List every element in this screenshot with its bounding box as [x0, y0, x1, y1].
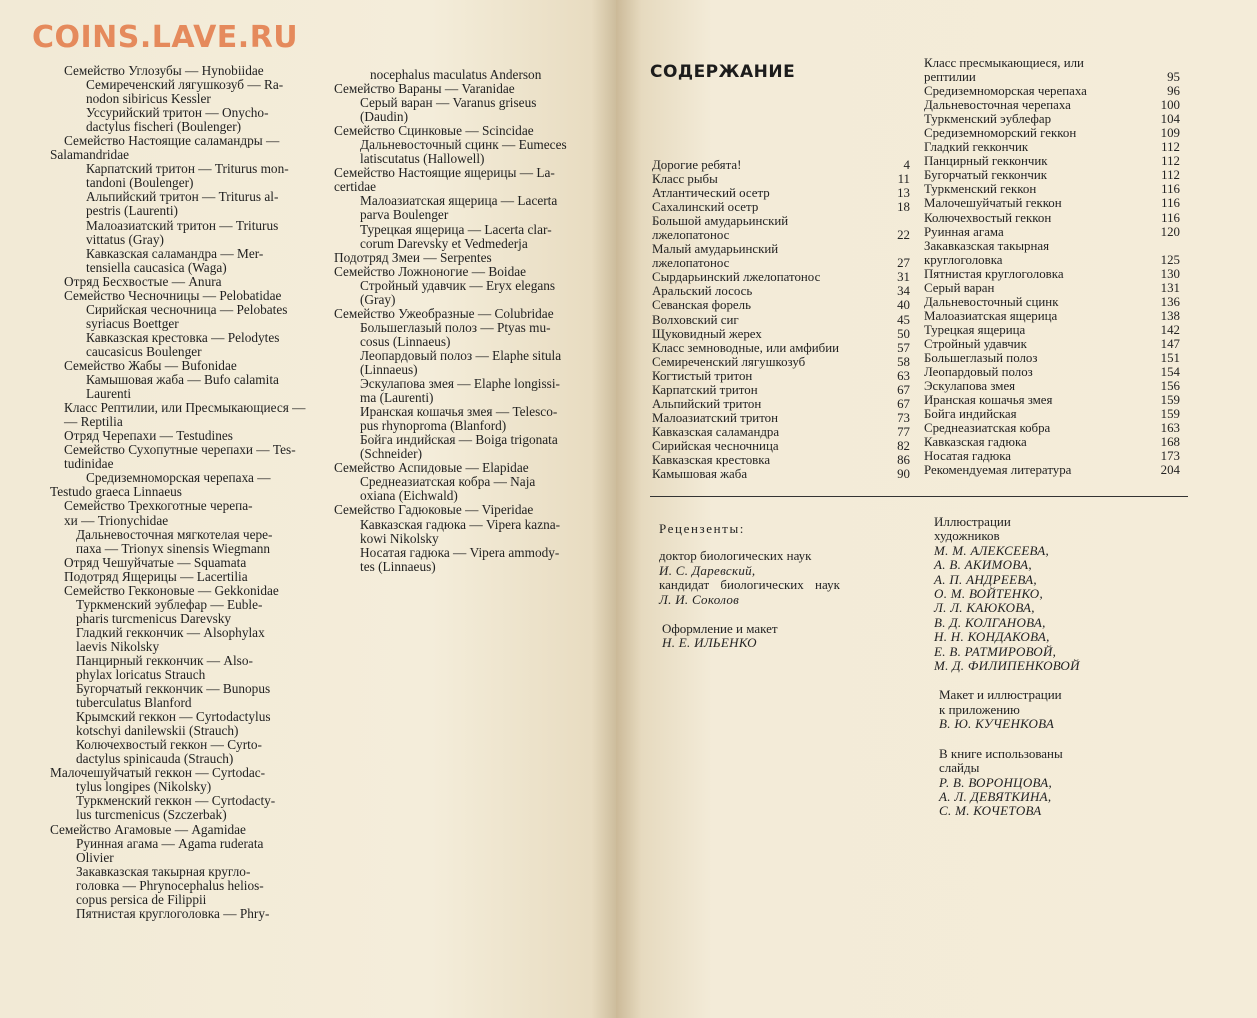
toc-entry — [924, 225, 1180, 239]
toc-entry-title: Семиреченский лягушкозуб — [652, 354, 806, 369]
species-list-line: (Daudin) — [360, 110, 408, 125]
toc-entry-title: Кавказская гадюка — [924, 435, 1027, 450]
illustrator-name: Н. Н. КОНДАКОВА, — [934, 629, 1050, 645]
toc-entry — [652, 439, 910, 453]
toc-entry-title: Леопардовый полоз — [924, 365, 1033, 380]
toc-entry — [924, 126, 1180, 140]
species-list-line: Стройный удавчик — Eryx elegans — [360, 278, 556, 293]
toc-entry — [924, 295, 1180, 309]
toc-entry-title: Сахалинский осетр — [652, 200, 759, 215]
toc-entry-page: 159 — [1160, 407, 1180, 422]
toc-entry — [924, 154, 1180, 168]
illustrator-name: В. Д. КОЛГАНОВА, — [934, 614, 1046, 630]
toc-entry-page: 95 — [1167, 70, 1180, 85]
species-list-line: Малоазиатский тритон — Triturus — [86, 218, 279, 233]
toc-entry — [924, 56, 1180, 70]
species-list-line: certidae — [334, 180, 377, 195]
slide-authors-list — [934, 776, 1194, 819]
species-list-line: phylax loricatus Strauch — [76, 668, 206, 683]
species-list-line: Отряд Чешуйчатые — Squamata — [64, 555, 247, 570]
toc-entry-page: 130 — [1160, 266, 1180, 281]
toc-entry-title: Волховский сиг — [652, 312, 739, 327]
toc-entry-page: 13 — [897, 186, 910, 201]
species-list-line: Камышовая жаба — Bufo calamita — [86, 373, 279, 388]
reviewer1-role: доктор биологических наук — [659, 548, 812, 564]
toc-entry — [924, 84, 1180, 98]
species-list-line: nocephalus maculatus Anderson — [370, 68, 542, 82]
toc-entry — [652, 270, 910, 284]
toc-entry-title: Серый варан — [924, 280, 995, 295]
toc-entry-page: 27 — [897, 256, 910, 271]
toc-entry-page: 168 — [1160, 435, 1180, 450]
species-list-line: Семейство Сухопутные черепахи — Tes- — [64, 443, 296, 458]
species-list-line: syriacus Boettger — [86, 316, 179, 331]
species-list-line: Кавказская крестовка — Pelodytes — [86, 330, 280, 345]
toc-entry-title: Среднеазиатская кобра — [924, 421, 1051, 436]
species-list-line: (Schneider) — [360, 447, 423, 462]
toc-entry — [652, 228, 910, 242]
slide-author-name: Р. В. ВОРОНЦОВА, — [939, 774, 1053, 790]
toc-entry-title: Камышовая жаба — [652, 467, 748, 482]
slides-label-1: В книге использованы — [939, 745, 1063, 761]
toc-entry — [924, 393, 1180, 407]
toc-entry-title: Рекомендуемая литература — [924, 463, 1072, 478]
credits-reviewers — [659, 522, 909, 651]
toc-title: СОДЕРЖАНИЕ — [650, 62, 796, 82]
appendix-name: В. Ю. КУЧЕНКОВА — [939, 716, 1055, 732]
toc-entry-title: Сырдарьинский лжелопатонос — [652, 270, 821, 285]
toc-entry-page: 173 — [1160, 449, 1180, 464]
toc-entry-page: 116 — [1161, 196, 1180, 211]
illustrator-name: А. В. АКИМОВА, — [934, 557, 1032, 573]
toc-entry-page: 73 — [897, 410, 910, 425]
species-list-line: Среднеазиатская кобра — Naja — [360, 475, 536, 490]
species-list-line: pestris (Laurenti) — [86, 204, 178, 219]
reviewers-heading: Рецензенты: — [659, 521, 746, 536]
species-list-line: (Gray) — [360, 292, 396, 307]
species-list-line: oxiana (Eichwald) — [360, 489, 458, 504]
species-list-line: Эскулапова змея — Elaphe longissi- — [360, 377, 560, 392]
toc-entry — [652, 397, 910, 411]
species-list-line: Серый варан — Varanus griseus — [360, 96, 537, 111]
toc-entry-title: Сирийская чесночница — [652, 438, 779, 453]
species-list-line: nodon sibiricus Kessler — [86, 92, 211, 107]
species-list-line: Семейство Гекконовые — Gekkonidae — [64, 583, 279, 598]
species-list-line: Бойга индийская — Boiga trigonata — [360, 433, 558, 448]
species-list-line: Кавказская гадюка — Vipera kazna- — [360, 517, 561, 532]
species-list-line: tudinidae — [64, 457, 114, 472]
toc-entry-title: Бойга индийская — [924, 407, 1017, 422]
toc-entry-page: 40 — [897, 298, 910, 313]
toc-entry-page: 154 — [1160, 365, 1180, 380]
toc-entry-page: 34 — [897, 284, 910, 299]
toc-entry-page: 63 — [897, 368, 910, 383]
toc-entry-page: 100 — [1160, 98, 1180, 113]
toc-entry — [924, 463, 1180, 477]
species-list-line: Подотряд Ящерицы — Lacertilia — [64, 569, 248, 584]
toc-entry-title: Бугорчатый геккончик — [924, 168, 1048, 183]
toc-entry-title: Большой амударьинский — [652, 214, 789, 229]
credits-illustrators — [934, 515, 1194, 819]
toc-entry-title: Класс земноводные, или амфибии — [652, 340, 840, 355]
species-list-line: tylus longipes (Nikolsky) — [76, 780, 212, 795]
species-list-line: Laurenti — [86, 387, 132, 402]
toc-entry-page: 204 — [1160, 463, 1180, 478]
species-list-line: ma (Laurenti) — [360, 391, 434, 406]
toc-entry-title: Малый амударьинский — [652, 242, 779, 257]
species-list-line: pharis turcmenicus Darevsky — [76, 611, 232, 626]
toc-entry — [924, 323, 1180, 337]
species-list-line: Туркменский эублефар — Euble- — [76, 597, 263, 612]
species-list-line: Колючехвостый геккон — Cyrto- — [76, 738, 262, 753]
toc-entry-title: Щуковидный жерех — [652, 326, 762, 341]
species-list-line: хи — Trionychidae — [64, 513, 169, 528]
species-list-line: Семейство Чесночницы — Pelobatidae — [64, 288, 282, 303]
species-list-line: lus turcmenicus (Szczerbak) — [76, 808, 227, 823]
toc-entry-title: Аральский лосось — [652, 284, 753, 299]
illustrations-label-2: художников — [934, 528, 1000, 544]
species-list-line: tensiella caucasica (Waga) — [86, 260, 227, 275]
toc-entry — [652, 313, 910, 327]
toc-entry-title: Иранская кошачья змея — [924, 393, 1053, 408]
slide-author-name: А. Л. ДЕВЯТКИНА, — [939, 788, 1052, 804]
toc-entry-page: 90 — [897, 467, 910, 482]
design-label: Оформление и макет — [662, 621, 778, 637]
toc-entry — [652, 369, 910, 383]
toc-entry-title: Дальневосточный сцинк — [924, 294, 1059, 309]
toc-entry-title: Закавказская такырная — [924, 238, 1050, 253]
toc-entry-title: лжелопатонос — [652, 256, 730, 271]
slides-label-2: слайды — [939, 760, 980, 776]
toc-entry — [924, 211, 1180, 225]
toc-entry-page: 82 — [897, 438, 910, 453]
toc-entry-title: Дальневосточная черепаха — [924, 98, 1071, 113]
toc-entry-page: 57 — [897, 340, 910, 355]
species-list-line: Уссурийский тритон — Onycho- — [86, 106, 269, 121]
species-list-line: Семейство Сцинковые — Scincidae — [334, 124, 534, 139]
species-list-line: Руинная агама — Agama ruderata — [76, 836, 264, 851]
toc-entry-title: Средиземноморская черепаха — [924, 84, 1087, 99]
species-list-line: Семейство Вараны — Varanidae — [334, 82, 515, 97]
species-list-line: Дальневосточный сцинк — Eumeces — [360, 138, 567, 153]
toc-entry — [924, 196, 1180, 210]
toc-entry-title: Туркменский геккон — [924, 182, 1037, 197]
toc-entry — [652, 284, 910, 298]
toc-column-2 — [924, 56, 1180, 477]
toc-entry-title: Туркменский эублефар — [924, 112, 1052, 127]
illustrations-label-1: Иллюстрации — [934, 514, 1011, 529]
species-list-line: Дальневосточная мягкотелая чере- — [76, 527, 273, 542]
toc-entry-page: 131 — [1160, 280, 1180, 295]
illustrator-name: М. Д. ФИЛИПЕНКОВОЙ — [934, 658, 1080, 674]
species-list-line: corum Darevsky et Vedmederja — [360, 236, 528, 251]
species-list-line: Класс Рептилии, или Пресмыкающиеся — — [64, 401, 306, 416]
species-list-line: Семейство Ужеобразные — Colubridae — [334, 306, 554, 321]
toc-entry-title: Малоазиатская ящерица — [924, 308, 1058, 323]
toc-entry-title: Панцирный геккончик — [924, 154, 1048, 169]
toc-entry-page: 18 — [897, 200, 910, 215]
toc-entry-page: 86 — [897, 452, 910, 467]
species-list-line: Пятнистая круглоголовка — Phry- — [76, 906, 270, 921]
toc-entry-page: 112 — [1161, 154, 1180, 169]
reviewer1-name: И. С. Даревский, — [659, 562, 756, 578]
toc-entry-page: 138 — [1160, 308, 1180, 323]
species-list-line: laevis Nikolsky — [76, 639, 160, 654]
toc-entry — [924, 449, 1180, 463]
toc-entry-title: Малоазиатский тритон — [652, 410, 779, 425]
toc-entry — [924, 351, 1180, 365]
toc-entry-page: 112 — [1161, 140, 1180, 155]
toc-entry — [652, 453, 910, 467]
toc-entry-page: 45 — [897, 312, 910, 327]
species-list-line: caucasicus Boulenger — [86, 344, 202, 359]
toc-entry — [652, 256, 910, 270]
toc-entry — [652, 467, 910, 481]
species-list-line: Отряд Черепахи — Testudines — [64, 429, 233, 444]
species-list-line: Salamandridae — [50, 148, 130, 163]
toc-entry-title: Карпатский тритон — [652, 382, 758, 397]
illustrator-name: М. М. АЛЕКСЕЕВА, — [934, 542, 1050, 558]
species-list-line: Отряд Бесхвостые — Anura — [64, 274, 222, 289]
toc-entry-page: 96 — [1167, 84, 1180, 99]
species-list-line: kowi Nikolsky — [360, 531, 439, 546]
species-list-line: Туркменский геккон — Cyrtodacty- — [76, 794, 276, 809]
species-list-line: dactylus spinicauda (Strauch) — [76, 752, 234, 767]
toc-entry-title: Дорогие ребята! — [652, 158, 742, 172]
toc-entry-page: 109 — [1160, 126, 1180, 141]
toc-entry-title: лжелопатонос — [652, 228, 730, 243]
toc-entry-title: Эскулапова змея — [924, 379, 1016, 394]
toc-entry — [924, 253, 1180, 267]
species-list-line: Средиземноморская черепаха — — [86, 471, 271, 486]
species-list-line: (Linnaeus) — [360, 362, 418, 377]
toc-entry — [924, 112, 1180, 126]
toc-entry — [924, 267, 1180, 281]
species-list-line: Семейство Аспидовые — Elapidae — [334, 461, 529, 476]
toc-entry-title: Севанская форель — [652, 298, 751, 313]
toc-entry-page: 22 — [897, 228, 910, 243]
species-list-line: pus rhynoproma (Blanford) — [360, 419, 507, 434]
toc-entry-page: 104 — [1160, 112, 1180, 127]
reviewer2-role: кандидат биологических наук — [659, 577, 840, 593]
toc-entry-page: 31 — [897, 270, 910, 285]
species-list-line: паха — Trionyx sinensis Wiegmann — [76, 541, 271, 556]
species-list-line: Подотряд Змеи — Serpentes — [334, 250, 492, 265]
species-list-line: — Reptilia — [64, 415, 123, 430]
toc-entry-page: 147 — [1160, 336, 1180, 351]
toc-entry — [652, 158, 910, 172]
toc-entry-page: 156 — [1160, 379, 1180, 394]
toc-entry-page: 142 — [1160, 322, 1180, 337]
toc-entry-title: Колючехвостый геккон — [924, 210, 1052, 225]
species-list-line: головка — Phrynocephalus helios- — [76, 878, 264, 893]
toc-entry-title: Класс рыбы — [652, 172, 718, 187]
toc-entry-page: 116 — [1161, 182, 1180, 197]
toc-entry — [652, 186, 910, 200]
species-list-line: cosus (Linnaeus) — [360, 334, 451, 349]
toc-entry — [924, 337, 1180, 351]
species-list-line: vittatus (Gray) — [86, 232, 164, 247]
species-list-line: Панцирный геккончик — Also- — [76, 653, 253, 668]
toc-entry-title: Руинная агама — [924, 224, 1004, 239]
toc-entry-page: 159 — [1160, 393, 1180, 408]
toc-entry — [924, 421, 1180, 435]
toc-entry — [652, 355, 910, 369]
toc-entry-page: 50 — [897, 326, 910, 341]
toc-entry — [924, 365, 1180, 379]
species-list-line: parva Boulenger — [360, 208, 449, 223]
toc-entry-title: Кавказская крестовка — [652, 452, 771, 467]
toc-entry — [652, 298, 910, 312]
toc-entry-title: Альпийский тритон — [652, 396, 762, 411]
toc-entry-title: Класс пресмыкающиеся, или — [924, 56, 1084, 70]
illustrator-name: Л. Л. КАЮКОВА, — [934, 600, 1035, 616]
toc-entry-title: Большеглазый полоз — [924, 350, 1038, 365]
species-list-line: Семейство Гадюковые — Viperidae — [334, 503, 534, 518]
species-list-line: latiscutatus (Hallowell) — [360, 152, 485, 167]
species-list-line: tandoni (Boulenger) — [86, 176, 194, 191]
species-list-column-1 — [50, 64, 312, 921]
slide-author-name: С. М. КОЧЕТОВА — [939, 803, 1042, 819]
toc-entry-page: 151 — [1160, 350, 1180, 365]
species-list-line: Сирийская чесночница — Pelobates — [86, 302, 288, 317]
species-list-line: tes (Linnaeus) — [360, 559, 436, 574]
species-list-line: Гладкий геккончик — Alsophylax — [76, 625, 265, 640]
species-list-line: copus persica de Filippii — [76, 892, 207, 907]
toc-entry-page: 77 — [897, 424, 910, 439]
toc-entry — [652, 425, 910, 439]
toc-entry — [924, 182, 1180, 196]
toc-entry-title: круглоголовка — [924, 252, 1003, 267]
species-list-line: Семейство Трехкоготные черепа- — [64, 499, 253, 514]
toc-entry-title: Средиземноморский геккон — [924, 126, 1077, 141]
species-list-line: Кавказская саламандра — Mer- — [86, 246, 264, 261]
toc-entry-title: Гладкий геккончик — [924, 140, 1029, 155]
toc-entry — [652, 214, 910, 228]
toc-entry-title: Кавказская саламандра — [652, 424, 780, 439]
toc-entry-page: 67 — [897, 382, 910, 397]
toc-entry — [924, 435, 1180, 449]
toc-entry-title: рептилии — [924, 70, 976, 85]
species-list-line: Семейство Настоящие саламандры — — [64, 134, 280, 149]
toc-entry-title: Носатая гадюка — [924, 449, 1011, 464]
species-list-line: Носатая гадюка — Vipera ammody- — [360, 545, 560, 560]
species-list-column-2 — [334, 68, 596, 574]
species-list-line: Закавказская такырная кругло- — [76, 864, 251, 879]
toc-entry-page: 163 — [1160, 421, 1180, 436]
illustrator-name: О. М. ВОЙТЕНКО, — [934, 586, 1044, 602]
design-name: Н. Е. ИЛЬЕНКО — [662, 635, 757, 651]
toc-entry-title: Турецкая ящерица — [924, 322, 1026, 337]
toc-entry-page: 112 — [1161, 168, 1180, 183]
species-list-line: Леопардовый полоз — Elaphe situla — [360, 348, 562, 363]
toc-entry-title: Атлантический осетр — [652, 186, 770, 201]
toc-entry — [924, 140, 1180, 154]
species-list-line: dactylus fischeri (Boulenger) — [86, 120, 242, 135]
appendix-label-1: Макет и иллюстрации — [939, 687, 1062, 703]
species-list-line: Семейство Ложноногие — Boidae — [334, 264, 527, 279]
illustrator-name: Е. В. РАТМИРОВОЙ, — [934, 643, 1057, 659]
toc-entry — [924, 309, 1180, 323]
divider-rule — [650, 496, 1188, 497]
toc-column-1 — [652, 158, 910, 481]
species-list-line: kotschyi danilewskii (Strauch) — [76, 724, 239, 739]
species-list-line: Альпийский тритон — Triturus al- — [86, 190, 279, 205]
species-list-line: tuberculatus Blanford — [76, 696, 192, 711]
species-list-line: Малоазиатская ящерица — Lacerta — [360, 194, 558, 209]
species-list-line: Семейство Углозубы — Hynobiidae — [64, 64, 264, 78]
toc-entry — [924, 239, 1180, 253]
species-list-line: Крымский геккон — Cyrtodactylus — [76, 710, 271, 725]
toc-entry — [652, 200, 910, 214]
toc-entry — [652, 242, 910, 256]
toc-entry — [924, 407, 1180, 421]
toc-entry — [924, 379, 1180, 393]
toc-entry — [652, 411, 910, 425]
species-list-line: Бугорчатый геккончик — Bunopus — [76, 682, 271, 697]
illustrator-name: А. П. АНДРЕЕВА, — [934, 571, 1037, 587]
toc-entry-title: Когтистый тритон — [652, 368, 753, 383]
species-list-line: Olivier — [76, 850, 114, 865]
toc-entry-title: Пятнистая круглоголовка — [924, 266, 1064, 281]
toc-entry-page: 125 — [1160, 252, 1180, 267]
toc-entry — [924, 281, 1180, 295]
species-list-line: Турецкая ящерица — Lacerta clar- — [360, 222, 552, 237]
toc-entry — [652, 341, 910, 355]
left-page — [0, 0, 616, 1018]
toc-entry-page: 67 — [897, 396, 910, 411]
appendix-label-2: к приложению — [939, 701, 1020, 717]
species-list-line: Testudo graeca Linnaeus — [50, 485, 182, 500]
toc-entry — [924, 70, 1180, 84]
toc-entry-page: 116 — [1161, 210, 1180, 225]
toc-entry-title: Малочешуйчатый геккон — [924, 196, 1062, 211]
species-list-line: Семиреченский лягушкозуб — Ra- — [86, 78, 284, 93]
species-list-line: Большеглазый полоз — Ptyas mu- — [360, 320, 551, 335]
toc-entry — [652, 327, 910, 341]
toc-entry — [924, 98, 1180, 112]
watermark: COINS.LAVE.RU — [32, 20, 299, 55]
toc-entry-page: 4 — [903, 158, 910, 172]
reviewer2-name: Л. И. Соколов — [659, 591, 740, 607]
species-list-line: Семейство Жабы — Bufonidae — [64, 358, 237, 373]
toc-entry-page: 58 — [897, 354, 910, 369]
species-list-line: Карпатский тритон — Triturus mon- — [86, 162, 289, 177]
toc-entry-page: 136 — [1160, 294, 1180, 309]
toc-entry-page: 120 — [1160, 224, 1180, 239]
toc-entry-title: Стройный удавчик — [924, 336, 1027, 351]
toc-entry — [652, 172, 910, 186]
toc-entry — [924, 168, 1180, 182]
species-list-line: Малочешуйчатый геккон — Cyrtodac- — [50, 766, 266, 781]
species-list-line: Иранская кошачья змея — Telesco- — [360, 405, 558, 420]
species-list-line: Семейство Агамовые — Agamidae — [50, 822, 246, 837]
species-list-line: Семейство Настоящие ящерицы — La- — [334, 166, 555, 181]
toc-entry — [652, 383, 910, 397]
toc-entry-page: 11 — [897, 172, 910, 187]
illustrators-list — [934, 544, 1194, 674]
